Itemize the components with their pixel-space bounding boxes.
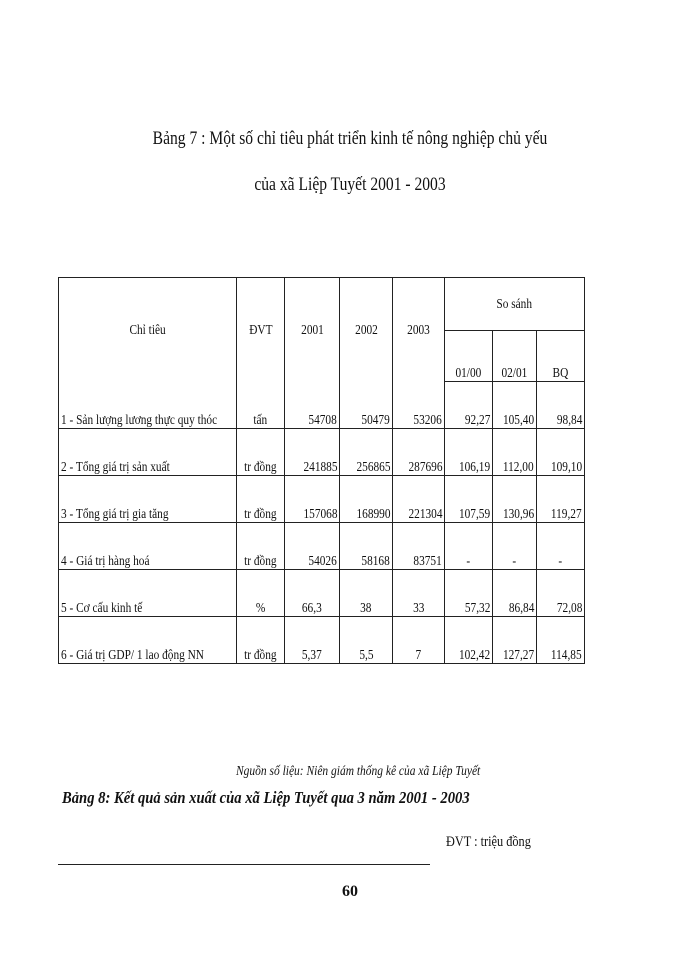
- cell-unit: tr đồng: [237, 617, 285, 664]
- header-2002: 2002: [340, 278, 393, 382]
- table-row: [59, 476, 585, 523]
- header-indicator: Chỉ tiêu: [59, 278, 237, 382]
- cell-01-00: 92,27: [445, 382, 493, 429]
- cell-2002: 50479: [340, 382, 393, 429]
- cell-2002: 58168: [340, 523, 393, 570]
- cell-02-01: 130,96: [493, 476, 537, 523]
- header-02-01: 02/01: [493, 331, 537, 382]
- cell-2003: 287696: [393, 429, 445, 476]
- cell-bq: -: [537, 523, 585, 570]
- cell-unit: tấn: [237, 382, 285, 429]
- cell-02-01: 86,84: [493, 570, 537, 617]
- cell-2002: 5,5: [340, 617, 393, 664]
- cell-unit: tr đồng: [237, 476, 285, 523]
- source-note: Nguồn số liệu: Niên giám thống kê của xã Liệp Tuyết: [236, 764, 481, 779]
- cell-unit: tr đồng: [237, 429, 285, 476]
- cell-indicator: 2 - Tổng giá trị sản xuất: [59, 429, 237, 476]
- cell-2003: 7: [393, 617, 445, 664]
- cell-2001: 66,3: [285, 570, 340, 617]
- cell-2001: 241885: [285, 429, 340, 476]
- cell-2001: 5,37: [285, 617, 340, 664]
- cell-01-00: 107,59: [445, 476, 493, 523]
- cell-02-01: 105,40: [493, 382, 537, 429]
- cell-indicator: 6 - Giá trị GDP/ 1 lao động NN: [59, 617, 237, 664]
- table-row: [59, 429, 585, 476]
- table7-title-line2: của xã Liệp Tuyết 2001 - 2003: [254, 174, 446, 195]
- cell-2002: 168990: [340, 476, 393, 523]
- header-2003: 2003: [393, 278, 445, 382]
- table8-title: Bảng 8: Kết quả sản xuất của xã Liệp Tuyết qua 3 năm 2001 - 2003: [62, 788, 470, 807]
- cell-01-00: 106,19: [445, 429, 493, 476]
- cell-02-01: 112,00: [493, 429, 537, 476]
- divider-line: [58, 864, 430, 865]
- header-2001: 2001: [285, 278, 340, 382]
- cell-2001: 157068: [285, 476, 340, 523]
- table-row: [59, 382, 585, 429]
- cell-2003: 83751: [393, 523, 445, 570]
- cell-indicator: 3 - Tổng giá trị gia tăng: [59, 476, 237, 523]
- cell-01-00: -: [445, 523, 493, 570]
- cell-2002: 256865: [340, 429, 393, 476]
- table7-title-line1: Bảng 7 : Một số chỉ tiêu phát triển kinh tế nông nghiệp chủ yếu: [152, 128, 548, 149]
- cell-indicator: 5 - Cơ cấu kinh tế: [59, 570, 237, 617]
- cell-bq: 114,85: [537, 617, 585, 664]
- cell-indicator: 1 - Sản lượng lương thực quy thóc: [59, 382, 237, 429]
- cell-2001: 54026: [285, 523, 340, 570]
- cell-indicator: 4 - Giá trị hàng hoá: [59, 523, 237, 570]
- cell-unit: tr đồng: [237, 523, 285, 570]
- cell-2003: 33: [393, 570, 445, 617]
- cell-bq: 119,27: [537, 476, 585, 523]
- table7: [58, 277, 585, 664]
- table8-unit: ĐVT : triệu đồng: [446, 834, 531, 850]
- cell-2001: 54708: [285, 382, 340, 429]
- cell-2003: 53206: [393, 382, 445, 429]
- cell-02-01: 127,27: [493, 617, 537, 664]
- table-row: [59, 570, 585, 617]
- header-compare: So sánh: [445, 278, 585, 331]
- page-number: 60: [342, 883, 358, 900]
- cell-01-00: 102,42: [445, 617, 493, 664]
- cell-2002: 38: [340, 570, 393, 617]
- cell-01-00: 57,32: [445, 570, 493, 617]
- cell-unit: %: [237, 570, 285, 617]
- cell-bq: 72,08: [537, 570, 585, 617]
- header-01-00: 01/00: [445, 331, 493, 382]
- header-bq: BQ: [537, 331, 585, 382]
- cell-2003: 221304: [393, 476, 445, 523]
- cell-bq: 109,10: [537, 429, 585, 476]
- cell-02-01: -: [493, 523, 537, 570]
- cell-bq: 98,84: [537, 382, 585, 429]
- table-row: [59, 523, 585, 570]
- header-unit: ĐVT: [237, 278, 285, 382]
- table-row: [59, 617, 585, 664]
